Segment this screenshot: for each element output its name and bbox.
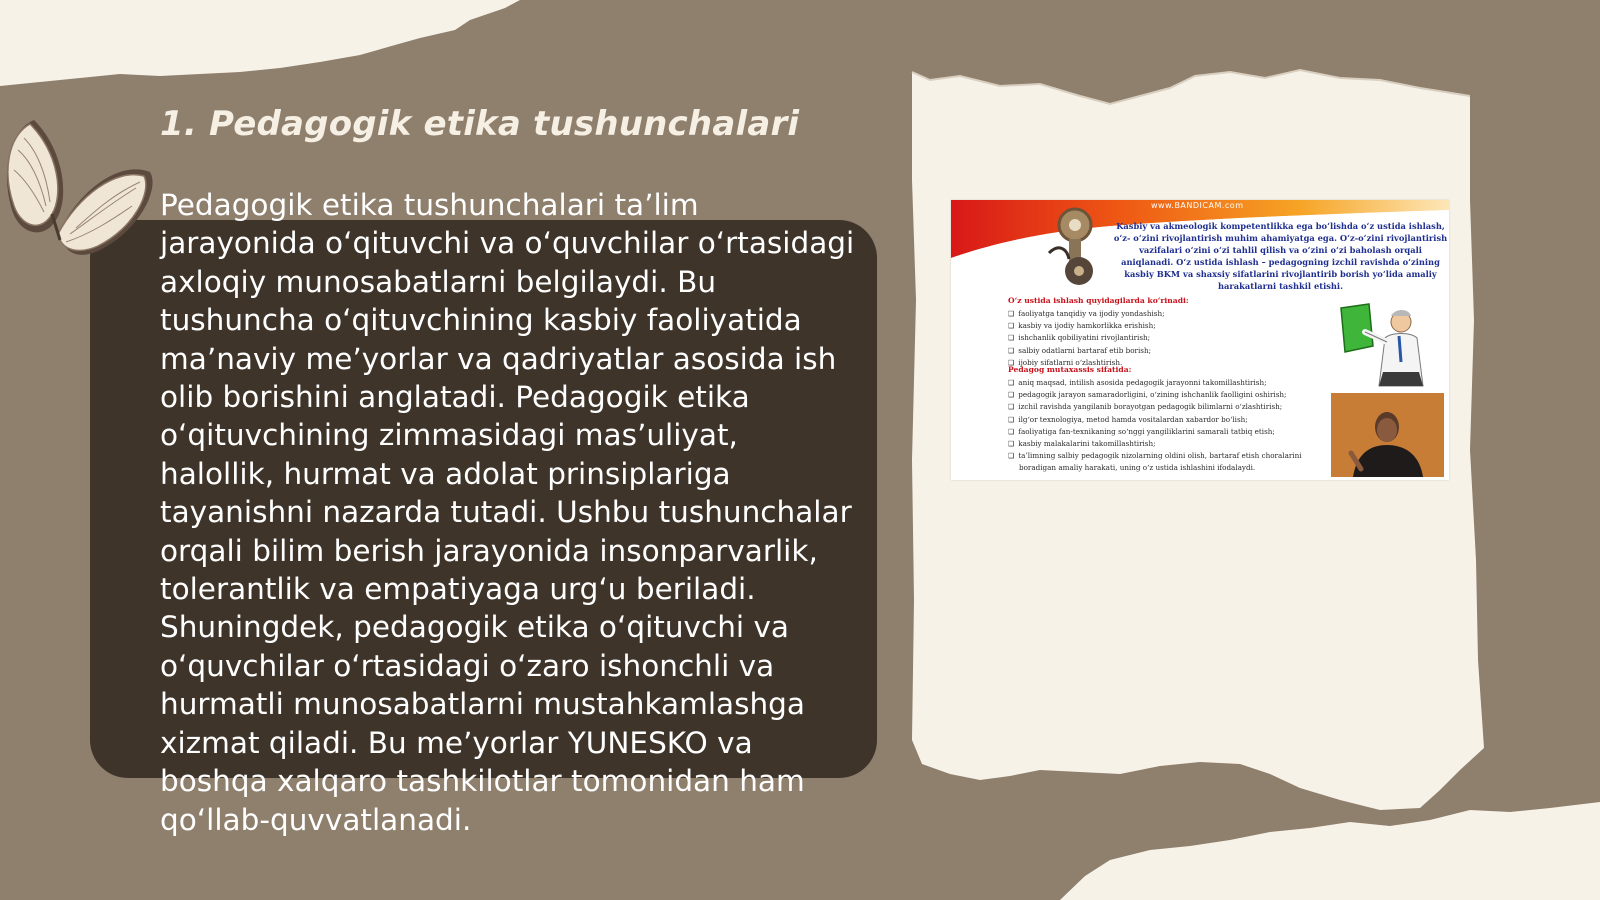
list-item: ❑ ta’limning salbiy pedagogik nizolarning oldini olish, bartaraf etish choralarini — [1008, 450, 1326, 462]
screenshot-heading-1: O‘z ustida ishlash quyidagilarda ko‘rinadi: — [1008, 296, 1189, 305]
list-item: ❑ ijobiy sifatlarni o‘zlashtirish. — [1008, 357, 1268, 369]
list-item: ❑ faoliyatga tanqidiy va ijodiy yondashish; — [1008, 308, 1268, 320]
list-item: ❑ kasbiy malakalarini takomillashtirish; — [1008, 438, 1326, 450]
list-item: ❑ kasbiy va ijodiy hamkorlikka erishish; — [1008, 320, 1268, 332]
list-item: ❑ salbiy odatlarni bartaraf etib borish; — [1008, 345, 1268, 357]
slide-body-text: Pedagogik etika tushunchalari ta’lim jarayonida o‘qituvchi va o‘quvchilar o‘rtasidagi axloqiy munosabatlarni belgilaydi. Bu tushuncha o‘qituvchining kasbiy faoliyatida ma’naviy me’yorlar va qadriyatlar asosida ish olib borishini anglatadi. Pedagogik etika o‘qituvchining zimmasidagi mas’uliyat, halollik, hurmat va adolat prinsiplariga tayanishni nazarda tutadi. Ushbu tushunchalar orqali bilim berish jarayonida insonparvarlik, tolerantlik va empatiyaga urg‘u beriladi. Shuningdek, pedagogik etika o‘qituvchi va o‘quvchilar o‘rtasidagi o‘zaro ishonchli va hurmatli munosabatlarni mustahkamlashga xizmat qiladi. Bu me’yorlar YUNESKO va boshqa xalqaro tashkilotlar tomonidan ham qo‘llab-quvvatlanadi. — [160, 188, 855, 837]
teacher-icon — [1339, 302, 1429, 387]
screenshot-list-1 — [1008, 308, 1268, 369]
torn-paper-top-left — [0, 0, 520, 86]
webcam-video — [1331, 393, 1444, 477]
gears-icon — [1039, 203, 1109, 293]
list-item: ❑ ishchanlik qobiliyatini rivojlantirish; — [1008, 332, 1268, 344]
embedded-screenshot — [951, 200, 1449, 480]
list-item: ❑ izchil ravishda yangilanib borayotgan pedagogik bilimlarni o‘zlashtirish; — [1008, 401, 1326, 413]
butterfly-icon — [0, 110, 160, 280]
torn-paper-bottom-right — [1060, 802, 1600, 900]
list-item: ❑ ilg‘or texnologiya, metod hamda vositalardan xabardor bo‘lish; — [1008, 414, 1326, 426]
slide-title: 1. Pedagogik etika tushunchalari — [160, 104, 800, 144]
screenshot-intro: Kasbiy va akmeologik kompetentlikka ega bo‘lishda o‘z ustida ishlash, o‘z- o‘zini rivojlantirish muhim ahamiyatga ega. O‘z-o‘zini rivojlantirish vazifalari o‘zini o‘zi tahlil qilish va o‘zini o‘zi baholash orqali aniqlanadi. O‘z ustida ishlash – pedagogning izchil ravishda o‘zining kasbiy BKM va shaxsiy sifatlarini rivojlantirib borish yo‘lida amaliy harakatlarni tashkil etishi. — [1113, 221, 1448, 291]
screenshot-list-2 — [1008, 377, 1326, 475]
list-item: ❑ pedagogik jarayon samaradorligini, o‘zining ishchanlik faolligini oshirish; — [1008, 389, 1326, 401]
watermark: www.BANDICAM.com — [1151, 201, 1244, 210]
screenshot-heading-2: Pedagog mutaxassis sifatida: — [1008, 365, 1132, 374]
list-item: ❑ aniq maqsad, intilish asosida pedagogik jarayonni takomillashtirish; — [1008, 377, 1326, 389]
list-item: boradigan amaliy harakati, uning o‘z ustida ishlashini ifodalaydi. — [1019, 463, 1256, 473]
list-item: ❑ faoliyatiga fan-texnikaning so‘nggi yangiliklarini samarali tatbiq etish; — [1008, 426, 1326, 438]
